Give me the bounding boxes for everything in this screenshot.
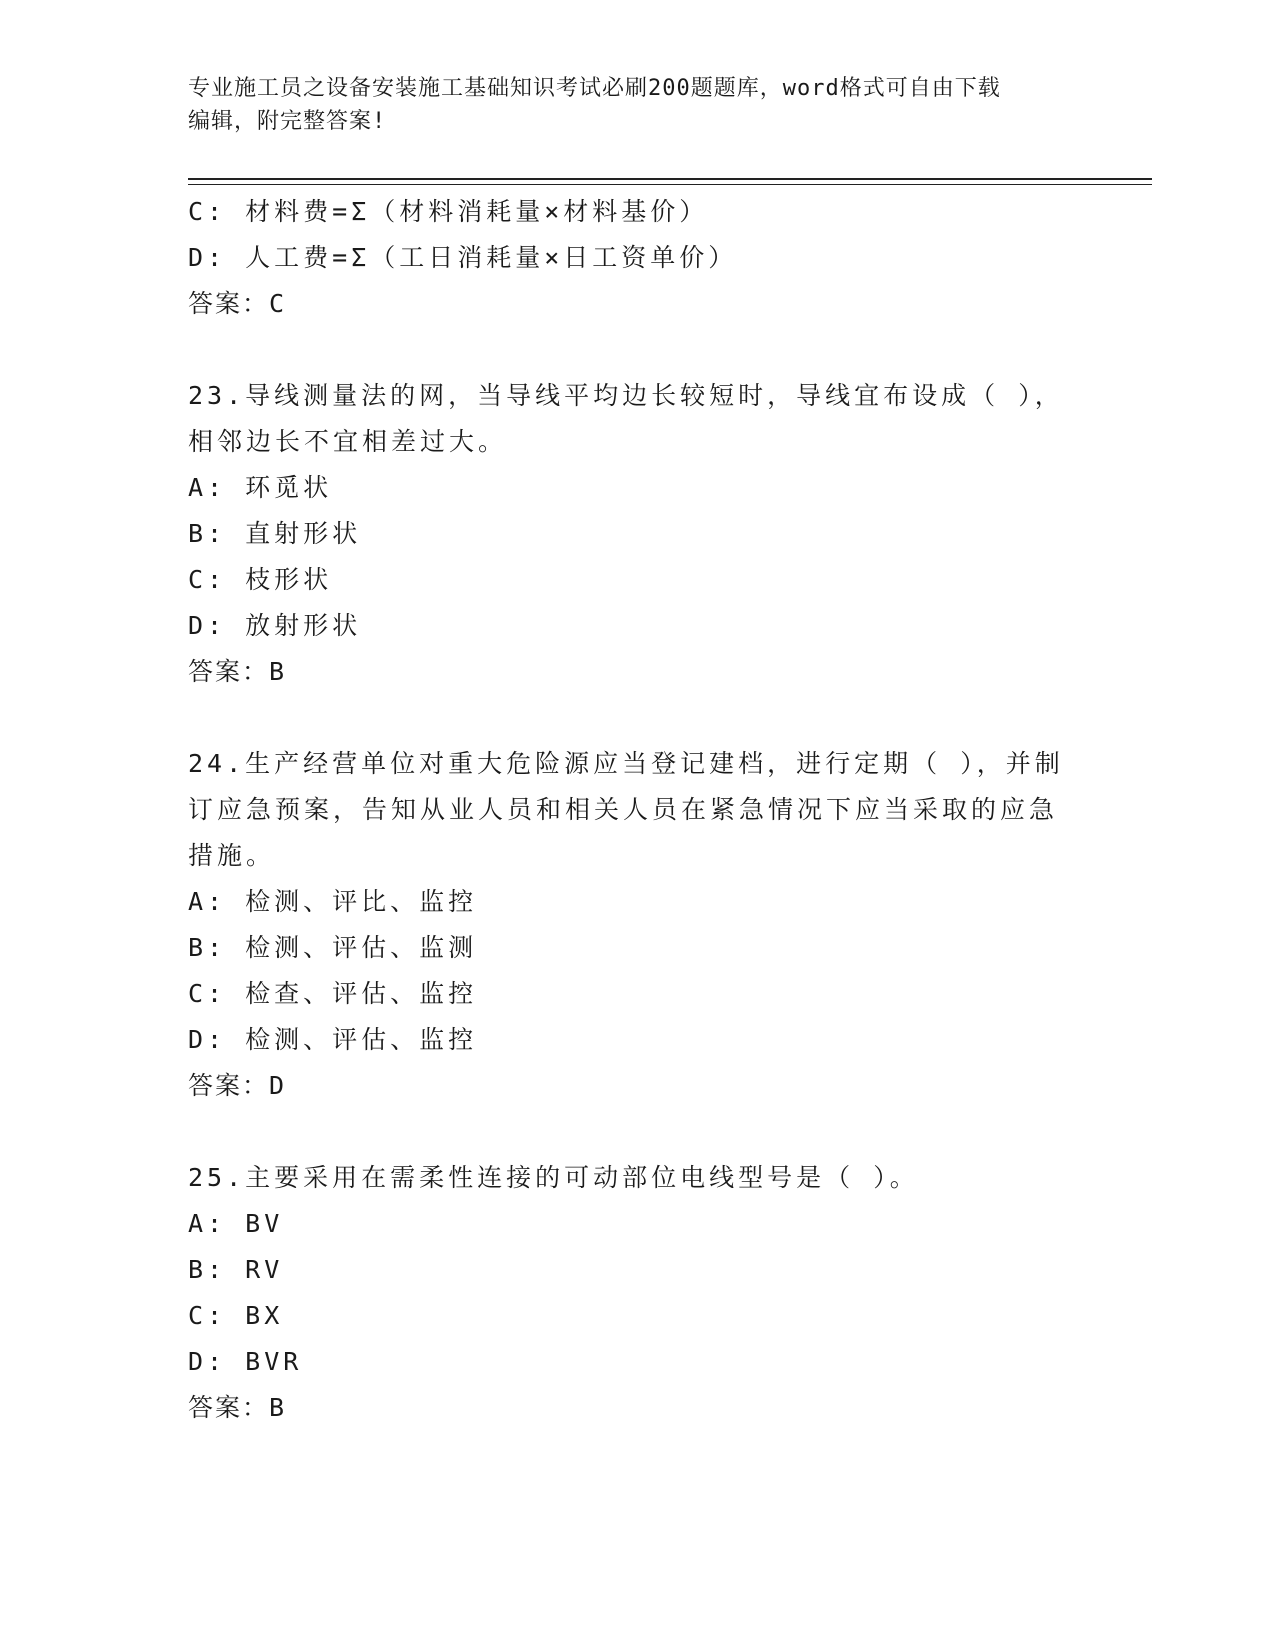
option-a: A: 环觅状 [188, 473, 333, 502]
spacer [188, 695, 1088, 741]
question-text-continued: 相邻边长不宜相差过大。 [188, 427, 508, 456]
option-b: B: 检测、评估、监测 [188, 933, 478, 962]
option-d: D: 放射形状 [188, 611, 362, 640]
answer-line: 答案：B [188, 1393, 287, 1422]
option-d: D: 检测、评估、监控 [188, 1025, 478, 1054]
question-text-continued: 订应急预案，告知从业人员和相关人员在紧急情况下应当采取的应急 [188, 795, 1059, 824]
answer-line: 答案：D [188, 1071, 287, 1100]
question-text: 24.生产经营单位对重大危险源应当登记建档，进行定期（ ），并制 [188, 749, 1064, 778]
option-c: C: 检查、评估、监控 [188, 979, 478, 1008]
answer-line: 答案：C [188, 289, 287, 318]
option-a: A: BV [188, 1209, 284, 1238]
spacer [188, 327, 1088, 373]
header-line-1: 专业施工员之设备安装施工基础知识考试必刷200题题库，word格式可自由下载 [188, 76, 1001, 101]
question-list [188, 189, 1088, 1431]
question-text-continued: 措施。 [188, 841, 276, 870]
question-text: 23.导线测量法的网，当导线平均边长较短时，导线宜布设成（ ）， [188, 381, 1064, 410]
question-block-22 [188, 189, 1088, 327]
header-divider-thick [188, 178, 1152, 180]
question-text: 25.主要采用在需柔性连接的可动部位电线型号是（ ）。 [188, 1163, 919, 1192]
option-c: C: 枝形状 [188, 565, 333, 594]
option-d: D: BVR [188, 1347, 303, 1376]
option-b: B: 直射形状 [188, 519, 362, 548]
option-c: C: BX [188, 1301, 284, 1330]
answer-line: 答案：B [188, 657, 287, 686]
option-d: D: 人工费=Σ（工日消耗量×日工资单价） [188, 243, 738, 272]
header-line-2: 编辑，附完整答案! [188, 109, 387, 134]
question-block-24 [188, 741, 1088, 1109]
question-block-25 [188, 1155, 1088, 1431]
option-c: C: 材料费=Σ（材料消耗量×材料基价） [188, 197, 709, 226]
document-header [188, 72, 1088, 138]
question-block-23 [188, 373, 1088, 695]
option-a: A: 检测、评比、监控 [188, 887, 478, 916]
header-divider-thin [188, 184, 1152, 185]
spacer [188, 1109, 1088, 1155]
option-b: B: RV [188, 1255, 284, 1284]
